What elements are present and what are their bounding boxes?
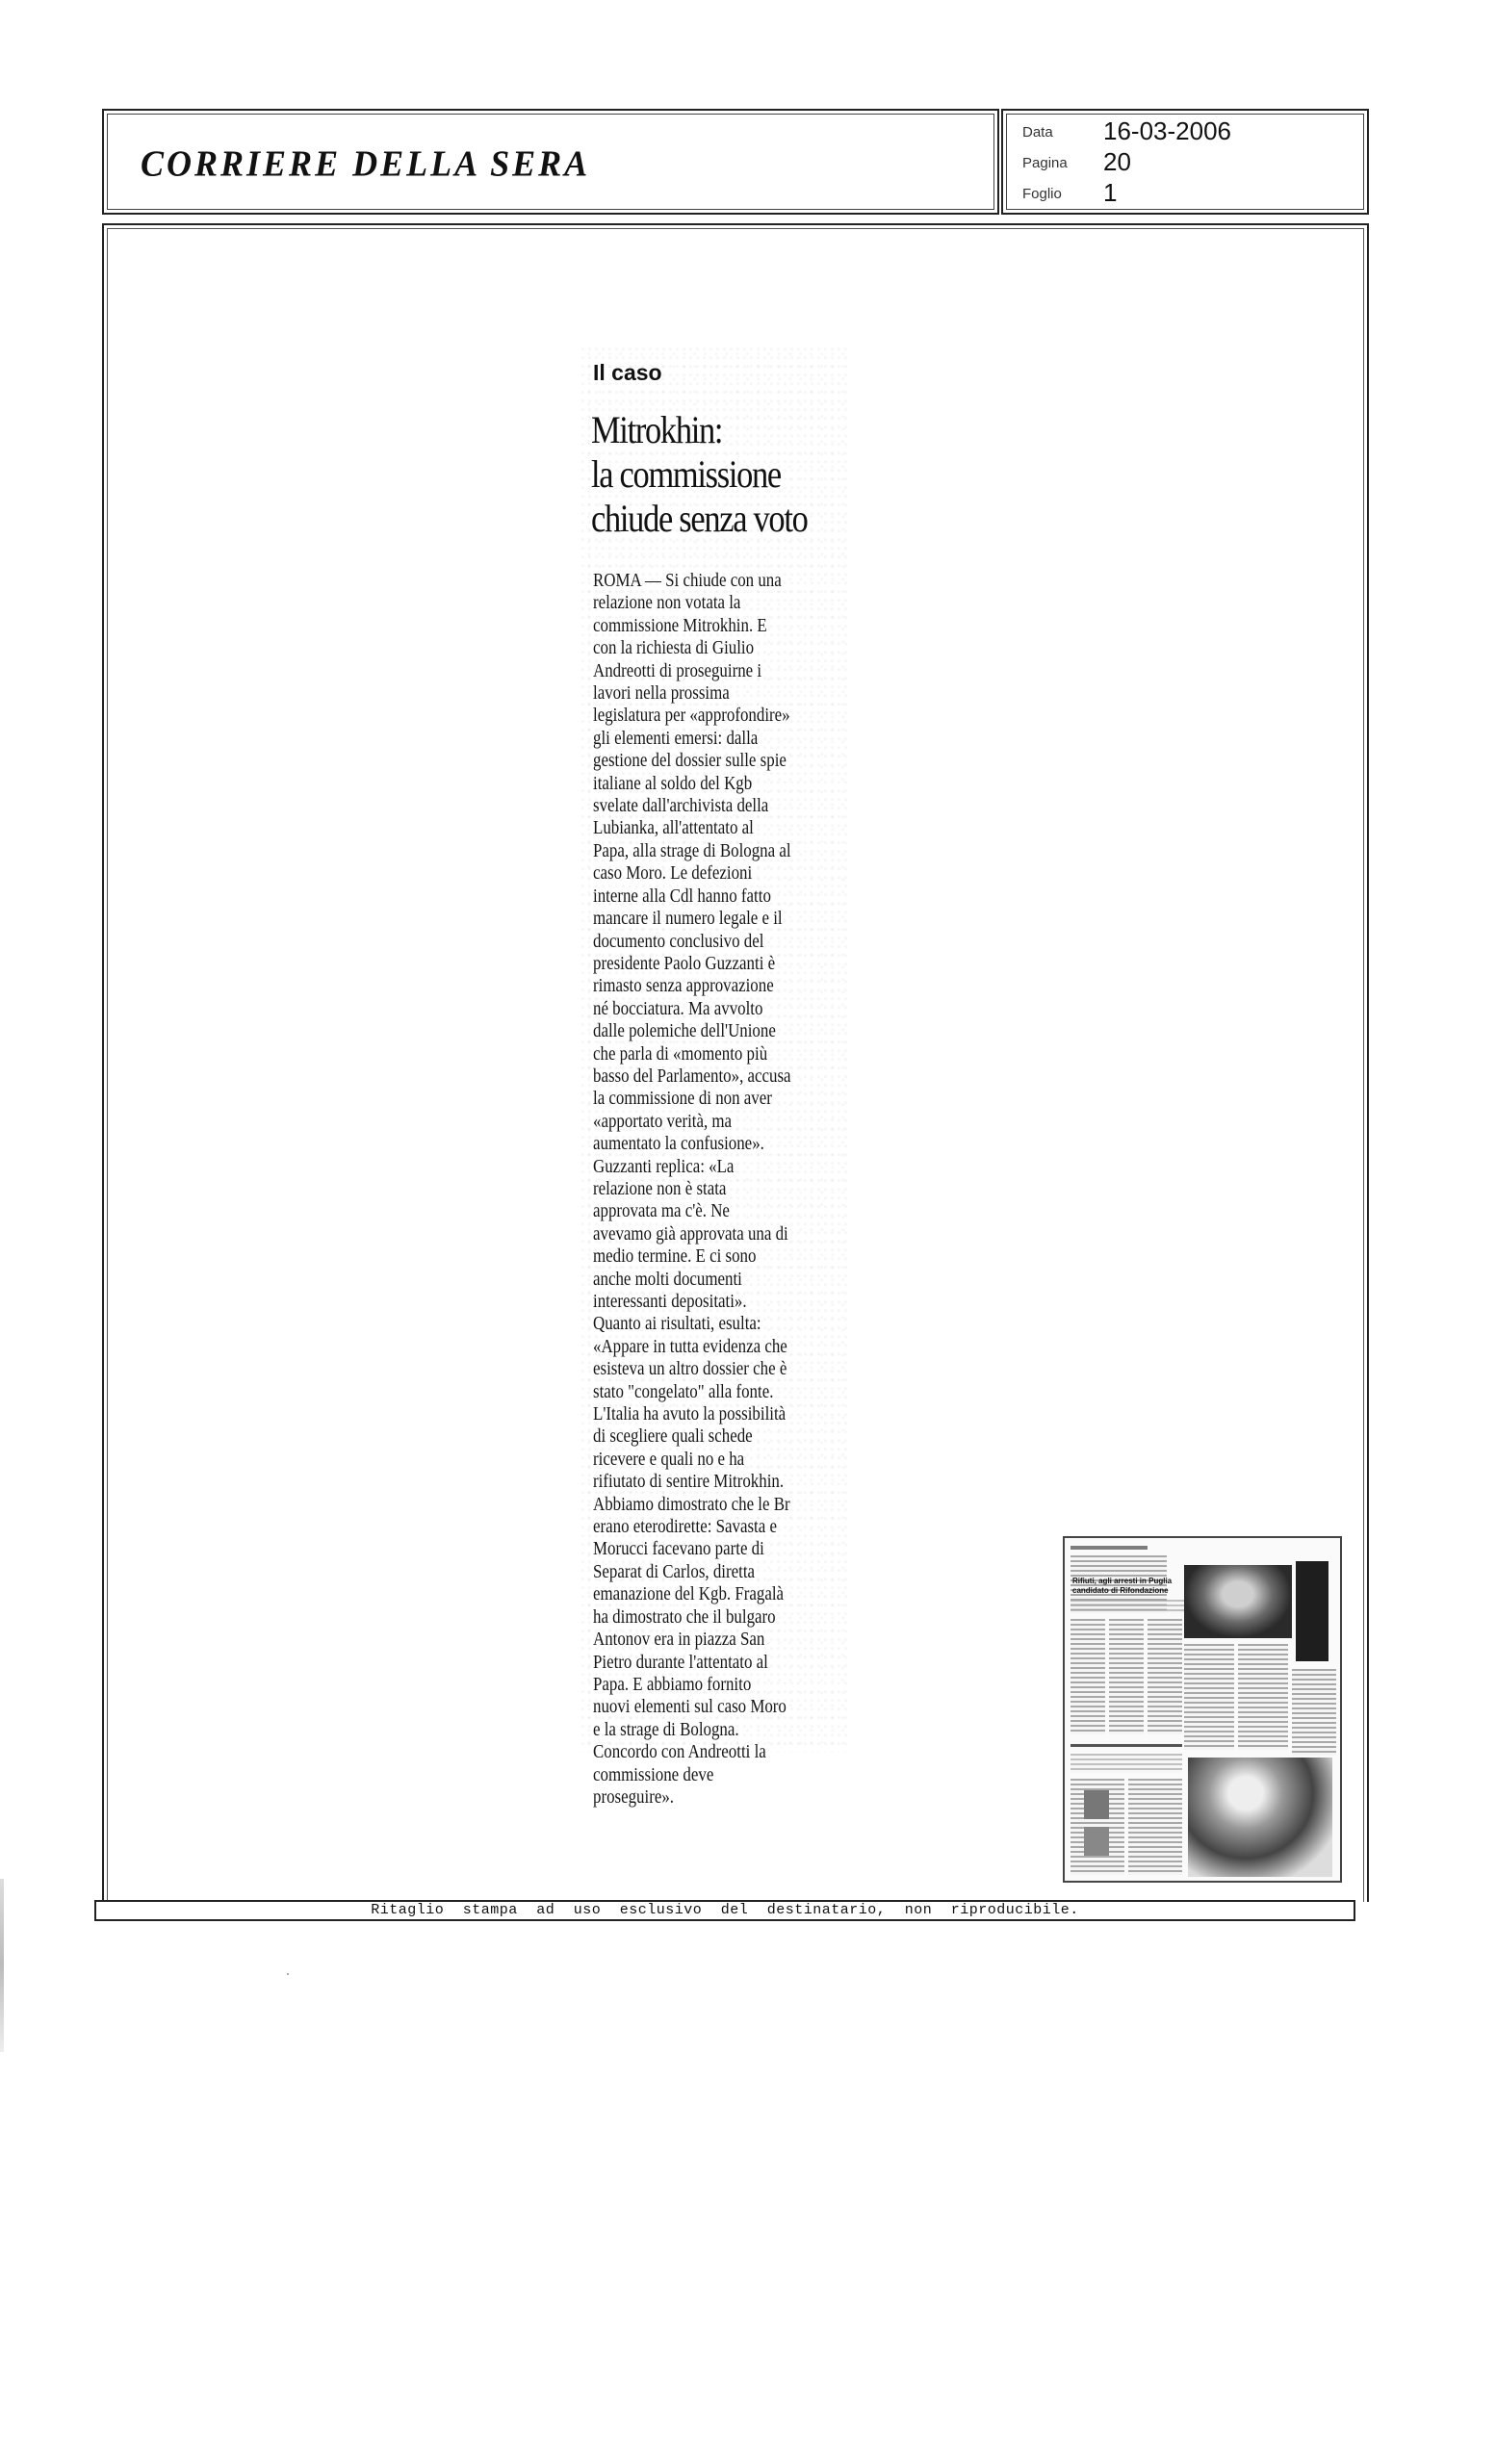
headline-line: Mitrokhin: [591,408,723,451]
article-body-line: Separat di Carlos, diretta [593,1560,756,1582]
article-body-line: «Appare in tutta evidenza che [593,1335,787,1357]
article-body-line: commissione deve [593,1763,714,1785]
article-body-line: Quanto ai risultati, esulta: [593,1313,761,1335]
clipping-header [102,109,1369,217]
article-body-line: relazione non è stata [593,1177,727,1199]
article-body-line: erano eterodirette: Savasta e [593,1516,777,1538]
article-body-line: approvata ma c'è. Ne [593,1200,730,1222]
article-body-line: «apportato verità, ma [593,1110,733,1132]
footer-disclaimer: Ritaglio stampa ad uso esclusivo del destinatario, non riproducibile. [371,1902,1079,1918]
article-body-line: ROMA — Si chiude con una [593,570,782,591]
scan-edge-mark [0,1879,4,2052]
article-body-line: emanazione del Kgb. Fragalà [593,1583,785,1605]
article-body-line: mancare il numero legale e il [593,908,783,930]
article-clipping [581,346,851,1808]
article-body-line: aumentato la confusione». [593,1133,764,1155]
article-body-line: commissione Mitrokhin. E [593,614,767,636]
meta-label: Pagina [1022,155,1068,171]
article-body-line: ha dimostrato che il bulgaro [593,1605,776,1628]
meta-row-page [1003,147,1367,176]
article-body-line: presidente Paolo Guzzanti è [593,952,776,974]
scan-speck [287,1973,289,1975]
article-body-line: lavori nella prossima [593,682,730,705]
article-body-line: proseguire». [593,1785,675,1808]
article-body-line: documento conclusivo del [593,930,764,952]
article-body-line: gli elementi emersi: dalla [593,727,759,749]
article-body-line: Pietro durante l'attentato al [593,1651,768,1673]
article-body-line: né bocciatura. Ma avvolto [593,997,763,1019]
article-body-line: caso Moro. Le defezioni [593,862,753,885]
article-body-line: Guzzanti replica: «La [593,1155,735,1177]
meta-value: 16-03-2006 [1103,116,1231,145]
article-body-line: legislatura per «approfondire» [593,705,790,727]
article-body-line: basso del Parlamento», accusa [593,1065,791,1087]
article-body-line: relazione non votata la [593,592,741,614]
article-body-line: interne alla Cdl hanno fatto [593,885,771,907]
article-body-line: Morucci facevano parte di [593,1538,764,1560]
page-thumbnail [1063,1536,1342,1883]
article-body-line: gestione del dossier sulle spie [593,750,787,772]
headline-line: la commissione [591,452,781,496]
meta-value: 1 [1103,178,1118,207]
article-body-line: la commissione di non aver [593,1088,772,1110]
article-body-line: stato "congelato" alla fonte. [593,1380,774,1402]
thumb-photo [1184,1565,1292,1638]
article-body-line: medio termine. E ci sono [593,1245,757,1268]
meta-value: 20 [1103,147,1131,176]
article-body-line: che parla di «momento più [593,1042,768,1065]
article-body-line: avevamo già approvata una di [593,1222,788,1245]
article-body-line: Antonov era in piazza San [593,1629,765,1651]
article-body-line: svelate dall'archivista della [593,795,769,817]
article-body-line: Lubianka, all'attentato al [593,817,754,839]
article-body-line: rifiutato di sentire Mitrokhin. [593,1471,785,1493]
meta-row-sheet [1003,178,1367,207]
clipping-footer [94,1900,1355,1921]
article-body-line: di scegliere quali schede [593,1425,753,1448]
article-body-line: esisteva un altro dossier che è [593,1358,787,1380]
article-body [593,570,847,1809]
article-body-line: nuovi elementi sul caso Moro [593,1696,787,1718]
article-body-line: interessanti depositati». [593,1291,747,1312]
article-body-line: Andreotti di proseguirne i [593,659,762,681]
article-body-line: dalle polemiche dell'Unione [593,1020,776,1042]
article-body-line: L'Italia ha avuto la possibilità [593,1403,787,1425]
article-body-line: Papa, alla strage di Bologna al [593,839,791,861]
headline-line: chiude senza voto [591,497,808,540]
newspaper-masthead: CORRIERE DELLA SERA [141,143,591,184]
meta-row-date [1003,116,1367,145]
article-body-line: e la strage di Bologna. [593,1718,739,1740]
article-kicker: Il caso [593,360,662,385]
thumb-headline-line: Rifiuti, agli arresti in Puglia [1072,1577,1173,1585]
article-body-line: ricevere e quali no e ha [593,1448,745,1470]
thumb-sidebar-strip [1296,1561,1328,1661]
article-body-line: con la richiesta di Giulio [593,637,755,659]
article-body-line: Concordo con Andreotti la [593,1741,766,1763]
thumb-photo [1188,1758,1332,1877]
thumb-headline-line: candidato di Rifondazione [1072,1586,1169,1595]
article-body-line: anche molti documenti [593,1268,742,1290]
article-body-line: rimasto senza approvazione [593,975,774,997]
meta-label: Data [1022,124,1053,141]
masthead-box [102,109,999,215]
article-body-line: Papa. E abbiamo fornito [593,1673,752,1695]
article-body-line: Abbiamo dimostrato che le Br [593,1493,790,1515]
meta-label: Foglio [1022,186,1062,202]
article-body-line: italiane al soldo del Kgb [593,772,753,794]
article-headline [591,408,814,541]
metadata-box [1001,109,1369,215]
